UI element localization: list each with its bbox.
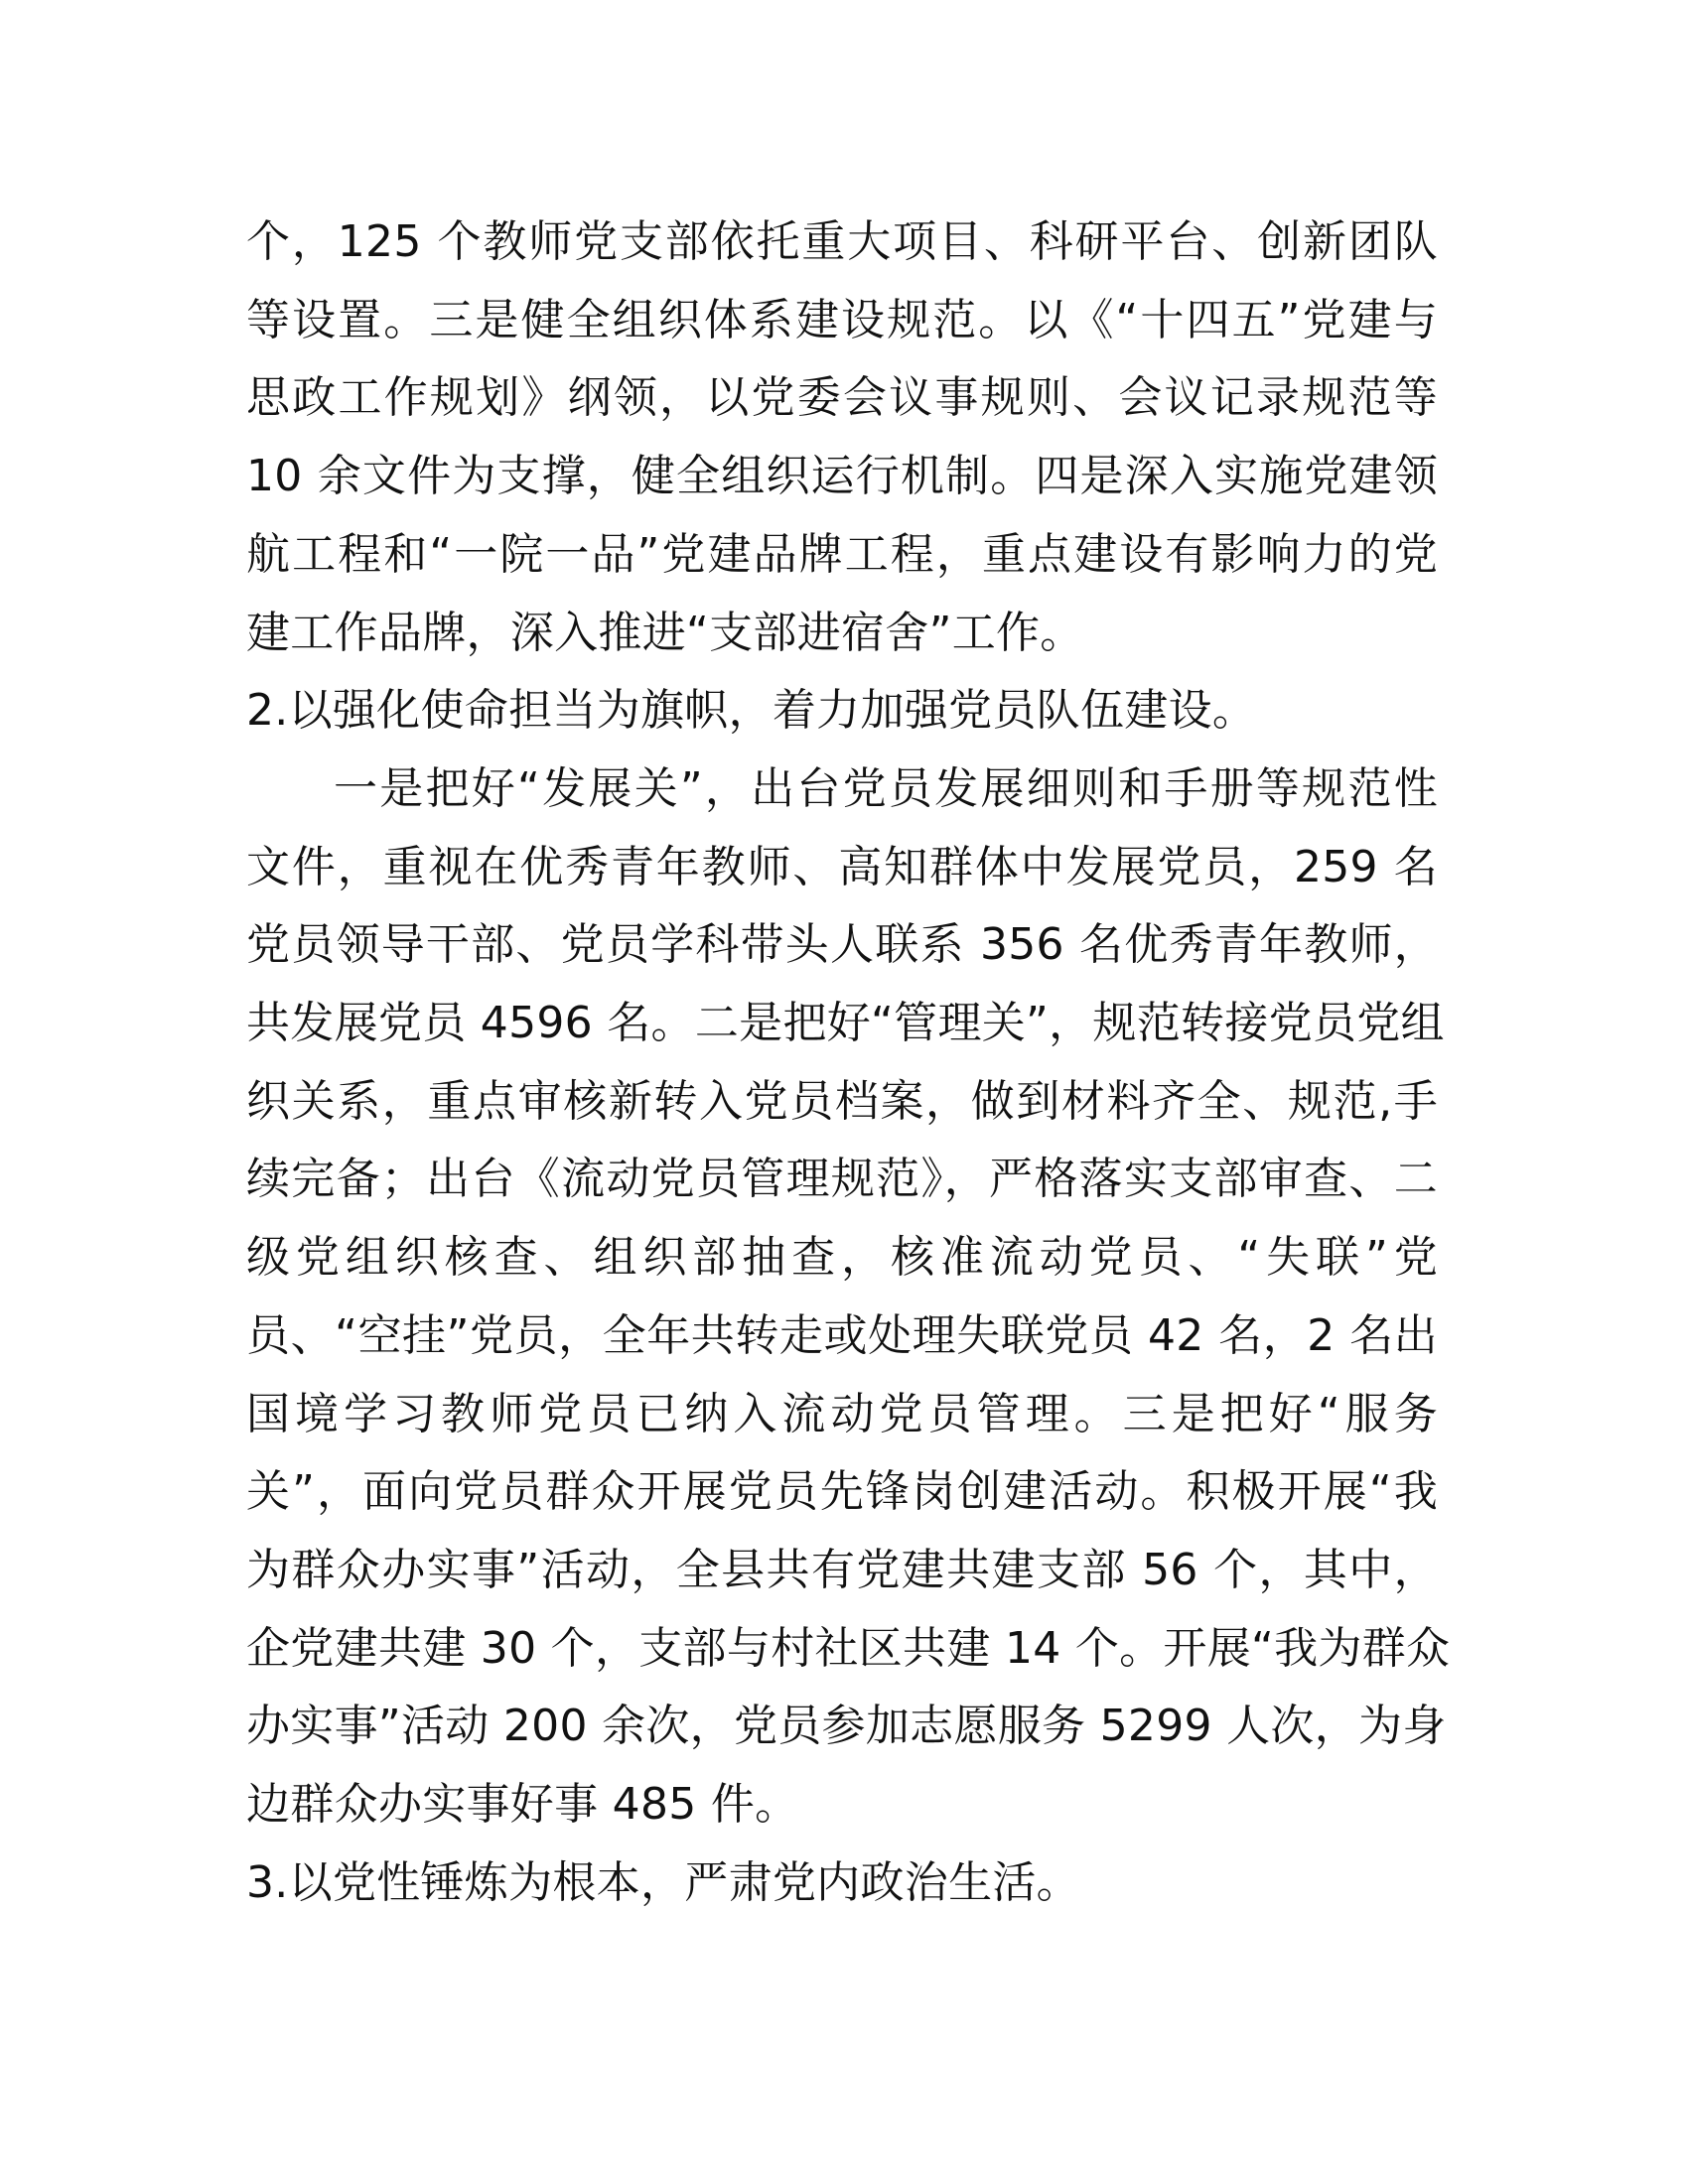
text-line: 级党组织核查、组织部抽查，核准流动党员、“失联”党 bbox=[246, 1232, 1438, 1284]
text-line: 国境学习教师党员已纳入流动党员管理。三是把好“服务 bbox=[246, 1388, 1438, 1439]
text-line: 织关系，重点审核新转入党员档案，做到材料齐全、规范,手 bbox=[246, 1075, 1438, 1127]
text-line: 边群众办实事好事 485 件。 bbox=[246, 1779, 799, 1831]
text-line: 等设置。三是健全组织体系建设规范。以《“十四五”党建与 bbox=[246, 294, 1438, 345]
text-line: 思政工作规划》纲领，以党委会议事规则、会议记录规范等 bbox=[246, 372, 1438, 424]
paragraph-org-system bbox=[246, 204, 1438, 672]
text-line: 为群众办实事”活动，全县共有党建共建支部 56 个，其中， bbox=[246, 1544, 1438, 1595]
text-line: 党员领导干部、党员学科带头人联系 356 名优秀青年教师， bbox=[246, 919, 1438, 971]
text-line: 航工程和“一院一品”党建品牌工程，重点建设有影响力的党 bbox=[246, 528, 1438, 580]
text-line: 文件，重视在优秀青年教师、高知群体中发展党员，259 名 bbox=[246, 841, 1438, 892]
section-heading-2: 2.以强化使命担当为旗帜，着力加强党员队伍建设。 bbox=[246, 685, 1257, 737]
section-heading-3: 3.以党性锤炼为根本，严肃党内政治生活。 bbox=[246, 1856, 1080, 1908]
text-line: 关”，面向党员群众开展党员先锋岗创建活动。积极开展“我 bbox=[246, 1466, 1438, 1518]
text-line: 员、“空挂”党员，全年共转走或处理失联党员 42 名，2 名出 bbox=[246, 1309, 1438, 1361]
text-line: 一是把好“发展关”，出台党员发展细则和手册等规范性 bbox=[334, 762, 1438, 814]
text-line: 10 余文件为支撑，健全组织运行机制。四是深入实施党建领 bbox=[246, 451, 1438, 502]
document-body bbox=[246, 204, 1451, 1922]
text-line: 企党建共建 30 个，支部与村社区共建 14 个。开展“我为群众 bbox=[246, 1622, 1451, 1674]
text-line: 建工作品牌，深入推进“支部进宿舍”工作。 bbox=[246, 607, 1084, 658]
text-line: 办实事”活动 200 余次，党员参加志愿服务 5299 人次，为身 bbox=[246, 1701, 1447, 1752]
text-line: 续完备；出台《流动党员管理规范》，严格落实支部审查、二 bbox=[246, 1154, 1438, 1205]
paragraph-party-members bbox=[246, 751, 1451, 1844]
text-line: 共发展党员 4596 名。二是把好“管理关”，规范转接党员党组 bbox=[246, 998, 1445, 1049]
text-line: 个，125 个教师党支部依托重大项目、科研平台、创新团队 bbox=[246, 216, 1438, 267]
